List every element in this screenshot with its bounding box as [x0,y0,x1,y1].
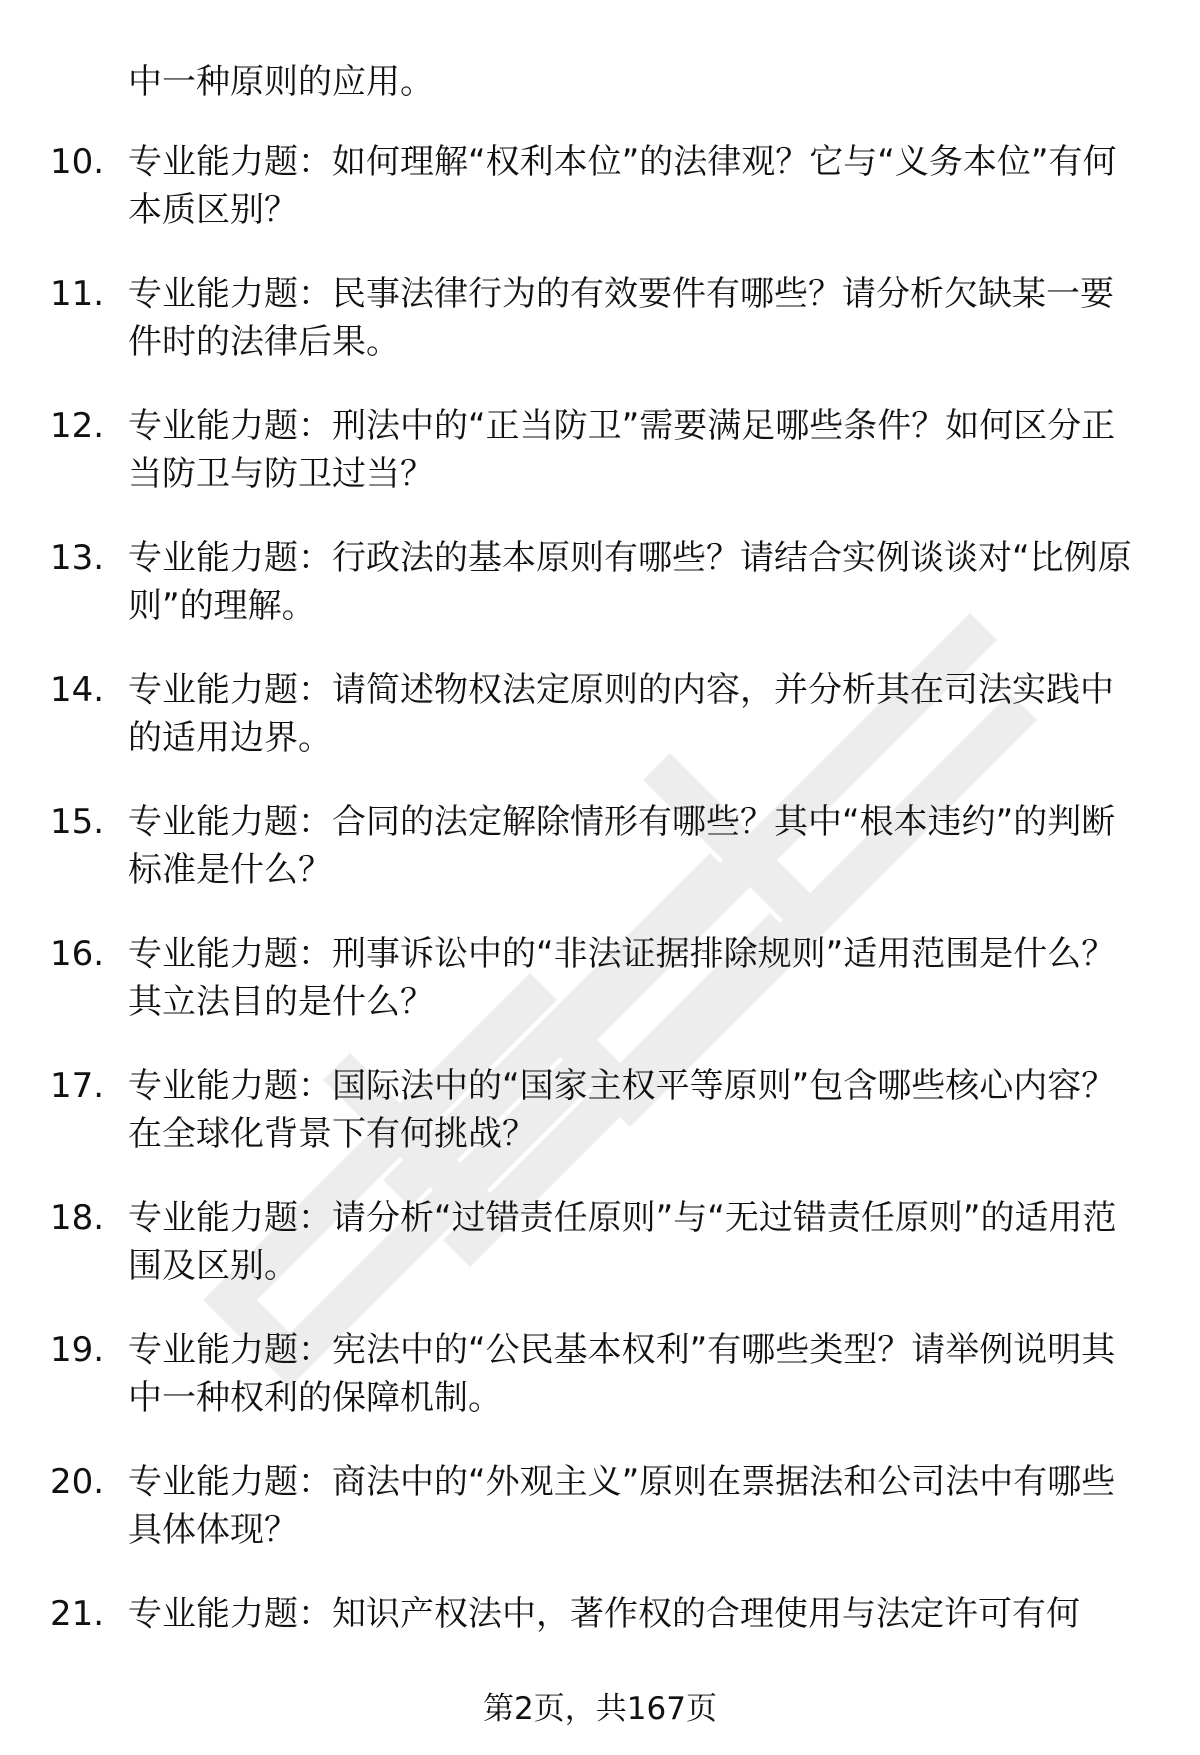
question-number: 18. [50,1198,105,1238]
question-text: 专业能力题：请分析“过错责任原则”与“无过错责任原则”的适用范围及区别。 [128,1198,1117,1286]
question-number: 15. [50,802,105,842]
question-text: 专业能力题：宪法中的“公民基本权利”有哪些类型？请举例说明其中一种权利的保障机制。 [128,1330,1116,1418]
question-item [0,1062,1200,1194]
question-item [0,1194,1200,1326]
question-number: 21. [50,1594,105,1634]
question-text: 专业能力题：知识产权法中，著作权的合理使用与法定许可有何 [128,1594,1080,1634]
question-item [0,1458,1200,1590]
question-number: 14. [50,670,105,710]
question-text: 专业能力题：民事法律行为的有效要件有哪些？请分析欠缺某一要件时的法律后果。 [128,274,1114,362]
question-text: 专业能力题：如何理解“权利本位”的法律观？它与“义务本位”有何本质区别？ [128,142,1117,230]
question-item [0,534,1200,666]
question-number: 19. [50,1330,105,1370]
question-item [0,402,1200,534]
question-number: 13. [50,538,105,578]
question-text: 专业能力题：国际法中的“国家主权平等原则”包含哪些核心内容？在全球化背景下有何挑战？ [128,1066,1116,1154]
question-list [0,138,1200,1722]
question-number: 12. [50,406,105,446]
continuation-text: 中一种原则的应用。 [128,62,434,102]
question-item [0,930,1200,1062]
page-footer: 第2页，共167页 [483,1691,717,1727]
question-text: 专业能力题：请简述物权法定原则的内容，并分析其在司法实践中的适用边界。 [128,670,1114,758]
question-text: 专业能力题：刑事诉讼中的“非法证据排除规则”适用范围是什么？其立法目的是什么？ [128,934,1116,1022]
question-item [0,1326,1200,1458]
question-item [0,798,1200,930]
question-text: 专业能力题：行政法的基本原则有哪些？请结合实例谈谈对“比例原则”的理解。 [128,538,1132,626]
question-text: 专业能力题：合同的法定解除情形有哪些？其中“根本违约”的判断标准是什么？ [128,802,1116,890]
question-number: 17. [50,1066,105,1106]
question-number: 16. [50,934,105,974]
question-text: 专业能力题：商法中的“外观主义”原则在票据法和公司法中有哪些具体体现？ [128,1462,1116,1550]
question-text: 专业能力题：刑法中的“正当防卫”需要满足哪些条件？如何区分正当防卫与防卫过当？ [128,406,1116,494]
question-number: 10. [50,142,105,182]
question-item [0,666,1200,798]
question-number: 11. [50,274,105,314]
question-item [0,270,1200,402]
question-item [0,138,1200,270]
question-number: 20. [50,1462,105,1502]
